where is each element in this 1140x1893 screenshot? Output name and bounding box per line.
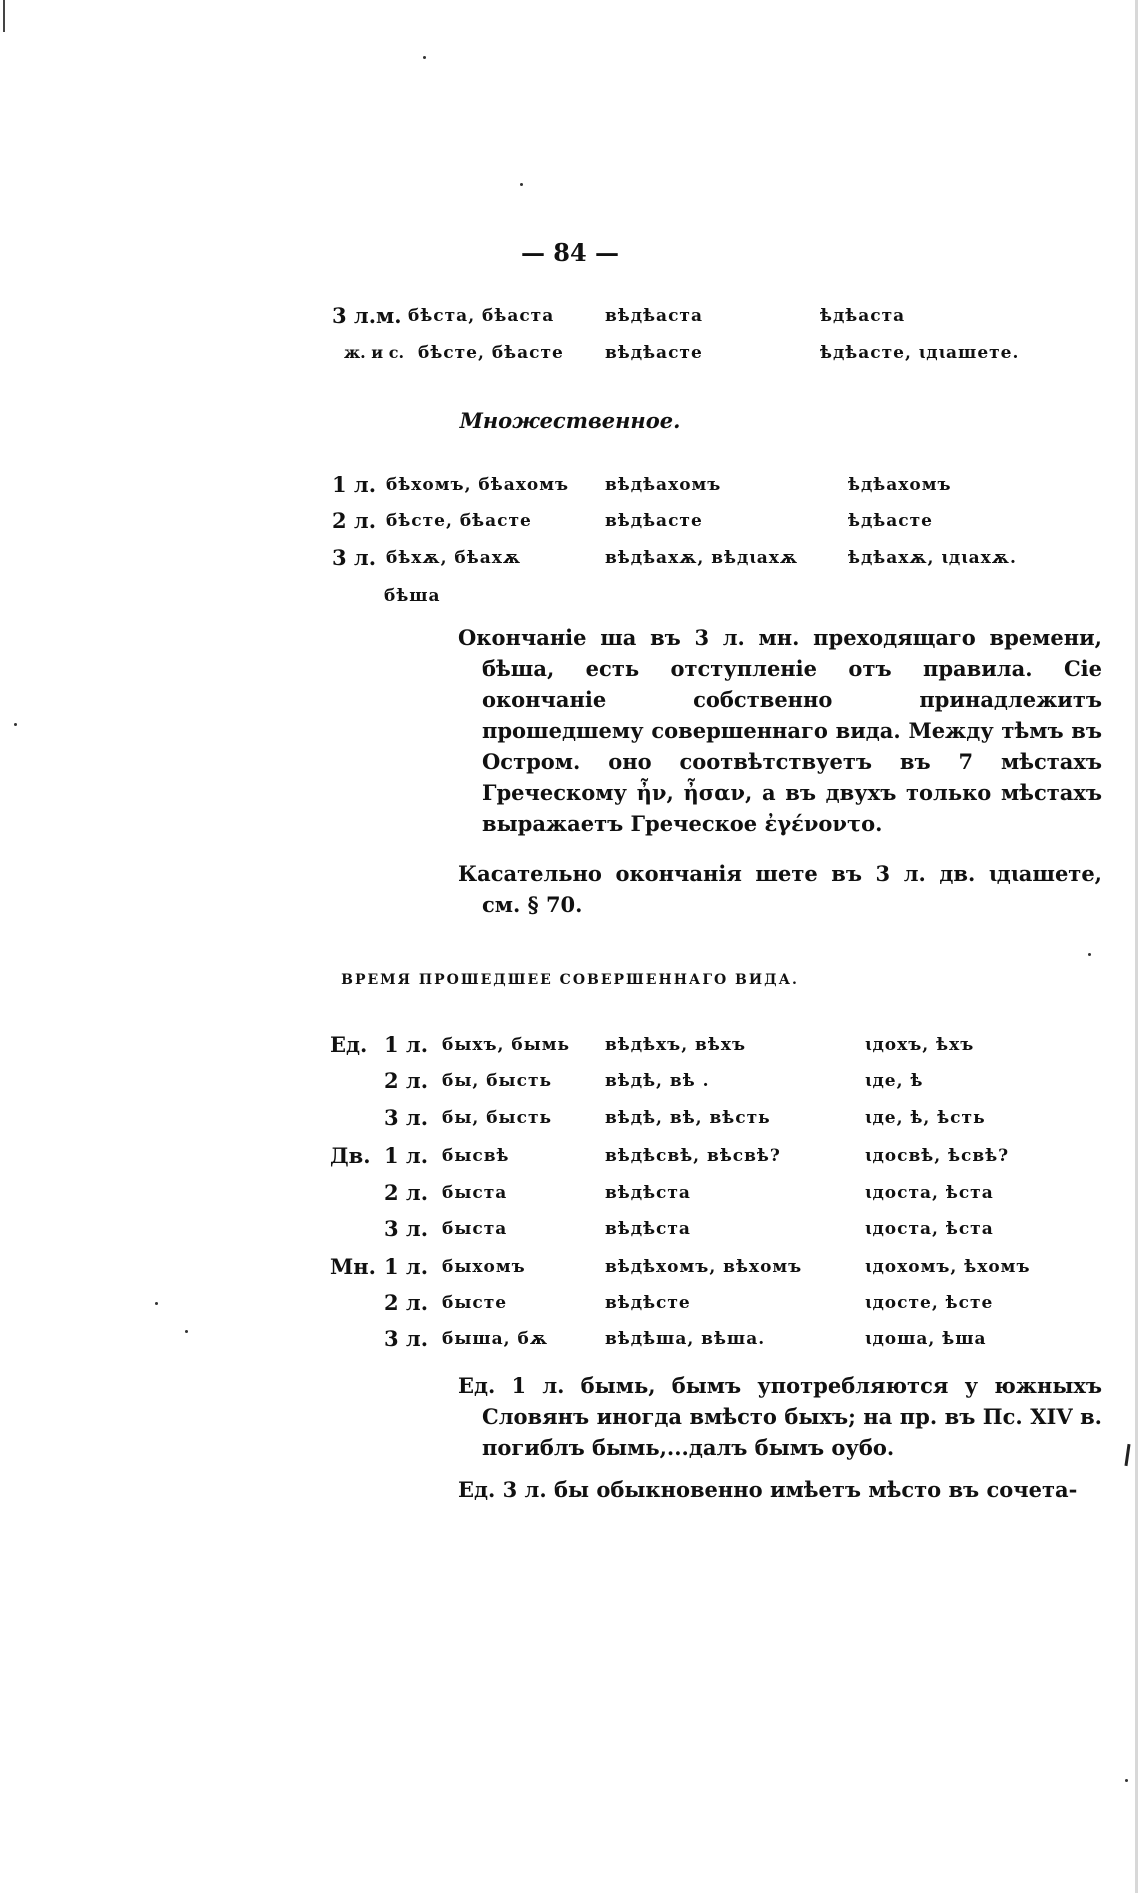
person-label: 3 л. <box>384 1105 429 1130</box>
scan-speck <box>520 183 523 186</box>
row-label: ж. и с. <box>344 343 405 362</box>
scan-speck <box>155 1302 158 1305</box>
row-label: 3 л.м. <box>332 303 402 328</box>
cell-col3: ꙇде, ѣ, ѣсть <box>865 1108 986 1128</box>
cell-col2: вѣдѣста <box>605 1219 691 1239</box>
cell-col2: вѣдѣсвѣ, вѣсвѣ? <box>605 1146 781 1166</box>
scan-speck <box>1125 1779 1128 1782</box>
cell-col3: ѣдѣаста <box>820 306 906 326</box>
cell-col3: ꙇдоста, ѣста <box>865 1219 994 1239</box>
section-heading: Множественное. <box>459 408 681 433</box>
person-label: 1 л. <box>384 1032 429 1057</box>
scan-speck <box>185 1330 188 1333</box>
person-label: 2 л. <box>384 1068 429 1093</box>
cell-col2: вѣдѣста <box>605 1183 691 1203</box>
number-label: Дв. <box>330 1143 371 1168</box>
cell-col1: быша, бѫ <box>442 1329 549 1349</box>
person-label: 1 л. <box>384 1254 429 1279</box>
note-paragraph: Ед. 3 л. бы обыкновенно имѣетъ мѣсто въ сочета- <box>458 1477 1078 1502</box>
cell-col1: бѣхѫ, бѣахѫ <box>386 548 522 568</box>
note-paragraph: Ед. 1 л. бымь, бымъ употребляются у южныхъ Словянъ иногда вмѣсто быхъ; на пр. въ Пс. XIV в. погиблъ бымь,...далъ бымъ оубо. <box>458 1373 1102 1460</box>
person-label: 3 л. <box>384 1216 429 1241</box>
cell-col1: бысвѣ <box>442 1146 510 1166</box>
cell-col3: ꙇдоста, ѣста <box>865 1183 994 1203</box>
scan-speck <box>14 723 17 726</box>
cell-col1: бѣсте, бѣасте <box>418 343 564 363</box>
scan-speck <box>423 56 426 59</box>
cell-col2: вѣдѣахомъ <box>605 475 722 495</box>
cell-col2: вѣдѣхомъ, вѣхомъ <box>605 1257 803 1277</box>
cell-col2: вѣдѣахѫ, вѣдꙇахѫ <box>605 548 799 568</box>
scan-speck <box>1088 953 1091 956</box>
cell-col3: ꙇдохомъ, ѣхомъ <box>865 1257 1031 1277</box>
cell-col2: вѣдѣша, вѣша. <box>605 1329 766 1349</box>
cell-col2: вѣдѣасте <box>605 511 703 531</box>
cell-col1: быхомъ <box>442 1257 526 1277</box>
person-label: 2 л. <box>384 1290 429 1315</box>
cell-col2: вѣдѣаста <box>605 306 703 326</box>
person-label: 2 л. <box>384 1180 429 1205</box>
cell-col1: бѣсте, бѣасте <box>386 511 532 531</box>
note-paragraph: Касательно окончанія шете въ 3 л. дв. ꙇдꙇашете, см. § 70. <box>458 861 1102 917</box>
cell-col3: ꙇдосте, ѣсте <box>865 1293 994 1313</box>
cell-col1: бѣста, бѣаста <box>408 306 555 326</box>
cell-col1: бѣхомъ, бѣахомъ <box>386 475 569 495</box>
cell-col3: ꙇдосвѣ, ѣсвѣ? <box>865 1146 1010 1166</box>
scan-mark <box>3 0 5 32</box>
cell-col3: ѣдѣасте <box>848 511 933 531</box>
cell-col3: ꙇде, ѣ <box>865 1071 924 1091</box>
number-label: Ед. <box>330 1032 368 1057</box>
cell-col1: быста <box>442 1183 508 1203</box>
cell-col3: ꙇдоша, ѣша <box>865 1329 987 1349</box>
row-label: 1 л. <box>332 472 377 497</box>
person-label: 1 л. <box>384 1143 429 1168</box>
page-edge <box>1135 0 1138 1893</box>
cell-col2: вѣдѣхъ, вѣхъ <box>605 1035 747 1055</box>
cell-col2: вѣдѣ, вѣ, вѣсть <box>605 1108 771 1128</box>
note-paragraph: Окончаніе ша въ 3 л. мн. преходящаго времени, бѣша, есть отступленіе отъ правила. Сіе окончаніе собственно принадлежитъ прошедшему совершеннаго вида. Между тѣмъ въ Остром. оно соотвѣтствуетъ въ 7 мѣстахъ Греческому ἦν, ἦσαν, а въ двухъ только мѣстахъ выражаетъ Греческое ἐγένοντο. <box>458 625 1102 836</box>
section-heading: ВРЕМЯ ПРОШЕДШЕЕ СОВЕРШЕННАГО ВИДА. <box>341 972 799 988</box>
cell-col1: бы, бысть <box>442 1108 553 1128</box>
cell-col2: вѣдѣ, вѣ . <box>605 1071 710 1091</box>
cell-col2: вѣдѣсте <box>605 1293 691 1313</box>
cell-col1: бы, бысть <box>442 1071 553 1091</box>
cell-col3: ꙇдохъ, ѣхъ <box>865 1035 975 1055</box>
cell-col3: ѣдѣахомъ <box>848 475 952 495</box>
cell-col3: ѣдѣахѫ, ꙇдꙇахѫ. <box>848 548 1017 568</box>
cell-col1: бысте <box>442 1293 508 1313</box>
row-label: 2 л. <box>332 508 377 533</box>
plural-extra-form: бѣша <box>384 586 441 606</box>
cell-col2: вѣдѣасте <box>605 343 703 363</box>
page-number: — 84 — <box>520 238 620 267</box>
number-label: Мн. <box>330 1254 376 1279</box>
person-label: 3 л. <box>384 1326 429 1351</box>
cell-col1: быхъ, бымь <box>442 1035 571 1055</box>
row-label: 3 л. <box>332 545 377 570</box>
cell-col1: быста <box>442 1219 508 1239</box>
scan-mark <box>1124 1444 1130 1466</box>
cell-col3: ѣдѣасте, ꙇдꙇашете. <box>820 343 1020 363</box>
